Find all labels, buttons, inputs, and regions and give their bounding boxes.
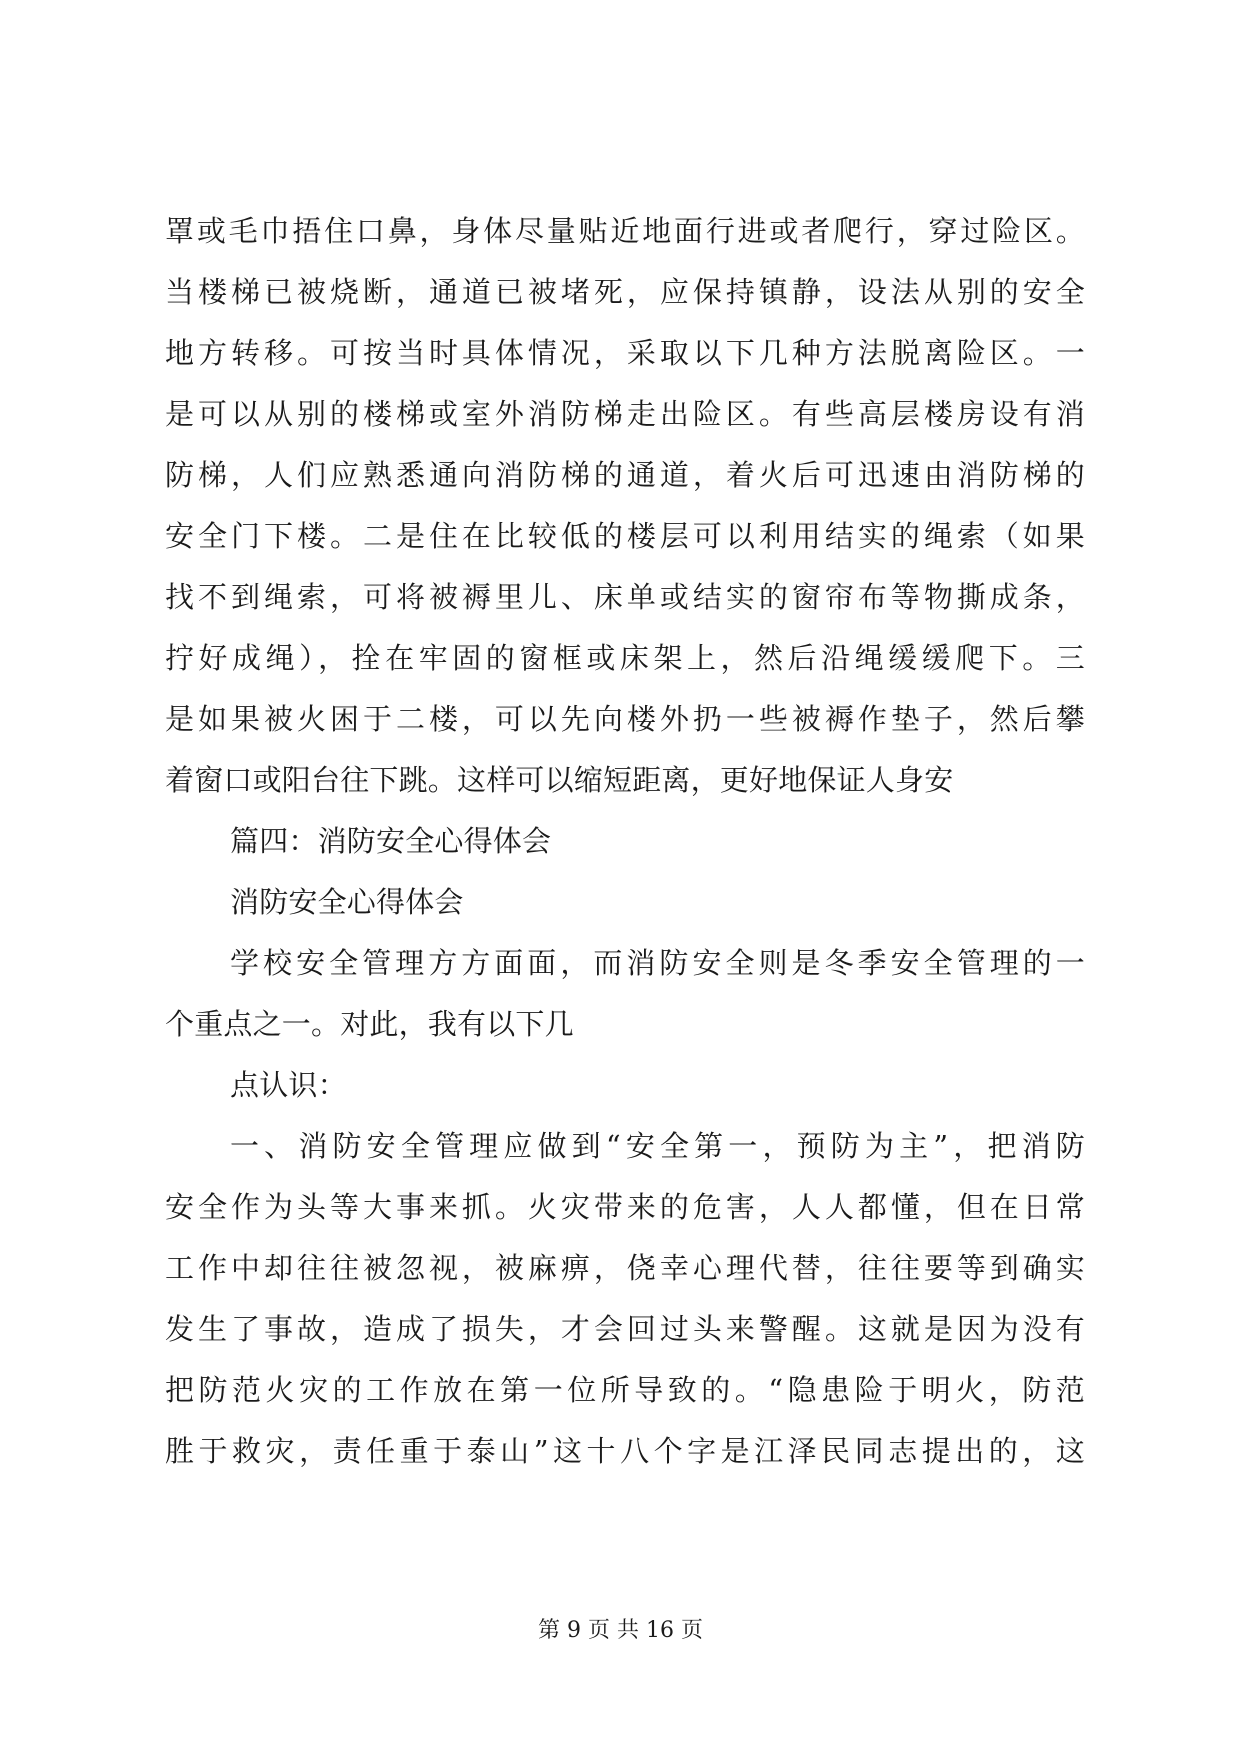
text-line: 防梯，人们应熟悉通向消防梯的通道，着火后可迅速由消防梯的 (165, 458, 1085, 492)
section-heading: 篇四：消防安全心得体会 (230, 824, 552, 858)
text-line: 当楼梯已被烧断，通道已被堵死，应保持镇静，设法从别的安全 (165, 275, 1085, 309)
text-line: 工作中却往往被忽视，被麻痹，侥幸心理代替，往往要等到确实 (165, 1251, 1085, 1285)
text-line: 发生了事故，造成了损失，才会回过头来警醒。这就是因为没有 (165, 1312, 1085, 1346)
text-line: 安全门下楼。二是住在比较低的楼层可以利用结实的绳索（如果 (165, 519, 1085, 553)
body-text (165, 201, 1085, 1482)
text-line: 地方转移。可按当时具体情况，采取以下几种方法脱离险区。一 (165, 336, 1085, 370)
article-title: 消防安全心得体会 (230, 885, 464, 919)
text-line: 把防范火灾的工作放在第一位所导致的。“隐患险于明火，防范 (165, 1373, 1085, 1407)
text-line: 安全作为头等大事来抓。火灾带来的危害，人人都懂，但在日常 (165, 1190, 1085, 1224)
text-line: 是如果被火困于二楼，可以先向楼外扔一些被褥作垫子，然后攀 (165, 702, 1085, 736)
paragraph-start-line: 点认识： (230, 1068, 347, 1102)
text-line: 是可以从别的楼梯或室外消防梯走出险区。有些高层楼房设有消 (165, 397, 1085, 431)
text-line: 胜于救灾，责任重于泰山”这十八个字是江泽民同志提出的，这 (165, 1434, 1085, 1468)
text-line: 个重点之一。对此，我有以下几 (165, 1007, 574, 1041)
paragraph-start-line: 学校安全管理方方面面，而消防安全则是冬季安全管理的一 (230, 946, 1085, 980)
text-line: 找不到绳索，可将被褥里儿、床单或结实的窗帘布等物撕成条， (165, 580, 1085, 614)
page-number-footer: 第 9 页 共 16 页 (538, 1618, 703, 1643)
text-line: 着窗口或阳台往下跳。这样可以缩短距离，更好地保证人身安 (165, 763, 954, 797)
text-line: 罩或毛巾捂住口鼻，身体尽量贴近地面行进或者爬行，穿过险区。 (165, 214, 1085, 248)
text-line: 拧好成绳），拴在牢固的窗框或床架上，然后沿绳缓缓爬下。三 (165, 641, 1085, 675)
paragraph-start-line: 一、消防安全管理应做到“安全第一，预防为主”，把消防 (230, 1129, 1085, 1163)
